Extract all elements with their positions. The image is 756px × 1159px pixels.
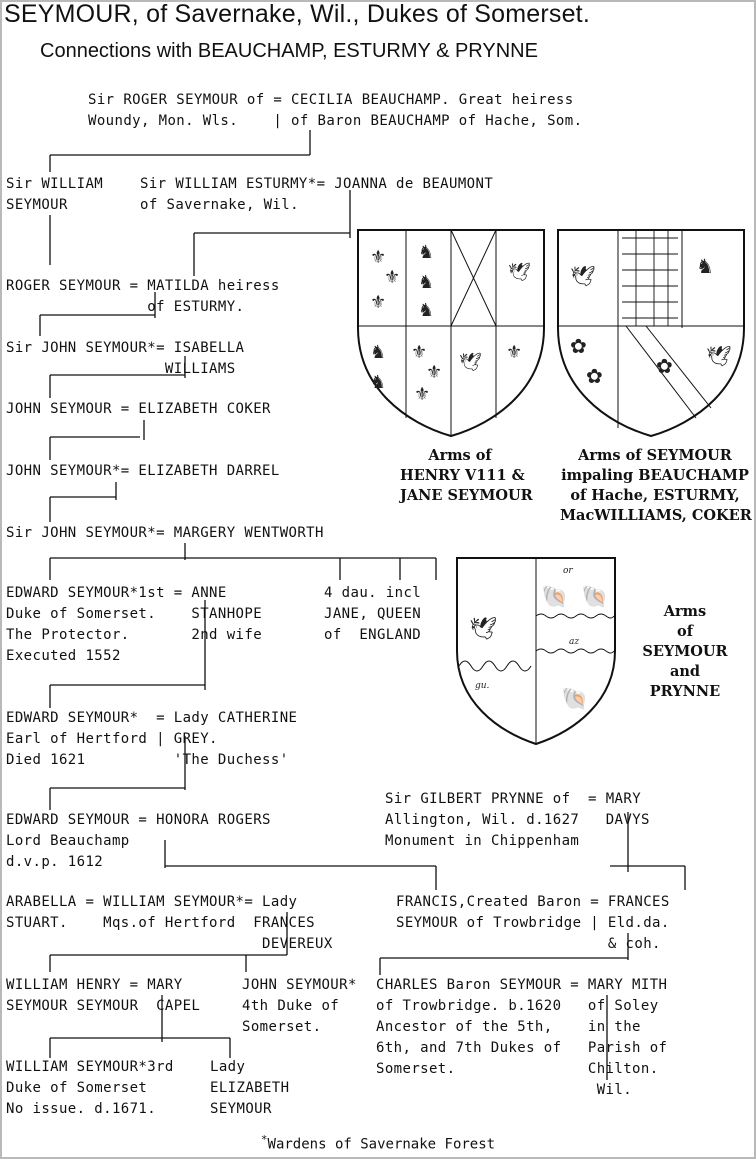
entry-lady-elizabeth: Lady ELIZABETH SEYMOUR bbox=[210, 1059, 290, 1117]
svg-text:♞: ♞ bbox=[418, 242, 435, 263]
svg-text:🕊: 🕊 bbox=[508, 262, 531, 283]
svg-text:⚜: ⚜ bbox=[384, 267, 401, 288]
svg-text:⚜: ⚜ bbox=[411, 342, 428, 363]
entry-charles-mary-mith: CHARLES Baron SEYMOUR = MARY MITH of Trowbridge. b.1620 of Soley Ancestor of the 5th, in the 6th, and 7th Dukes of Parish of Somerset. Chilton. Wil. bbox=[376, 977, 668, 1098]
svg-text:⚜: ⚜ bbox=[370, 247, 387, 268]
heraldry-mark-or: or bbox=[563, 566, 573, 576]
page-subtitle: Connections with BEAUCHAMP, ESTURMY & PRYNNE bbox=[40, 40, 538, 62]
svg-text:🐚: 🐚 bbox=[561, 687, 589, 712]
footnote-asterisk: * bbox=[260, 1133, 268, 1146]
svg-text:♞: ♞ bbox=[418, 300, 435, 321]
entry-william-henry-mary: WILLIAM HENRY = MARY SEYMOUR SEYMOUR CAPEL bbox=[6, 977, 201, 1014]
heraldry-mark-gu: gu. bbox=[475, 681, 490, 691]
svg-text:🐚: 🐚 bbox=[541, 585, 569, 610]
svg-text:✿: ✿ bbox=[586, 364, 603, 388]
svg-text:♞: ♞ bbox=[696, 254, 714, 278]
arms-seymour-beauchamp-shield bbox=[556, 228, 746, 438]
svg-text:♞: ♞ bbox=[370, 342, 387, 363]
entry-william-seymour: Sir WILLIAM SEYMOUR bbox=[6, 176, 104, 213]
svg-text:🕊: 🕊 bbox=[469, 617, 497, 642]
entry-four-daughters: 4 dau. incl JANE, QUEEN of ENGLAND bbox=[324, 585, 422, 643]
arms-seymour-prynne-shield bbox=[455, 556, 617, 746]
arms-seymour-beauchamp-caption: Arms of SEYMOUR impaling BEAUCHAMP of Hache, ESTURMY, MacWILLIAMS, COKER bbox=[560, 447, 752, 524]
entry-francis-frances: FRANCIS,Created Baron = FRANCES SEYMOUR of Trowbridge | Eld.da. & coh. bbox=[396, 894, 670, 952]
svg-text:🕊: 🕊 bbox=[459, 352, 482, 373]
entry-john-seymour-elizabeth-coker: JOHN SEYMOUR = ELIZABETH COKER bbox=[6, 401, 271, 417]
svg-text:⚜: ⚜ bbox=[506, 342, 523, 363]
entry-edward-seymour-protector: EDWARD SEYMOUR*1st = ANNE Duke of Somerset. STANHOPE The Protector. 2nd wife Executed 1552 bbox=[6, 585, 263, 664]
entry-roger-seymour-matilda: ROGER SEYMOUR = MATILDA heiress of ESTURMY. bbox=[6, 278, 280, 315]
entry-william-seymour-3rd-duke: WILLIAM SEYMOUR*3rd Duke of Somerset No issue. d.1671. bbox=[6, 1059, 174, 1117]
footnote-text: Wardens of Savernake Forest bbox=[267, 1136, 496, 1153]
svg-text:⚜: ⚜ bbox=[426, 362, 443, 383]
svg-text:♞: ♞ bbox=[418, 272, 435, 293]
entry-roger-seymour-cecilia-beauchamp: Sir ROGER SEYMOUR of = CECILIA BEAUCHAMP. Great heiress Woundy, Mon. Wls. | of Baron BEAUCHAMP of Hache, Som. bbox=[88, 92, 583, 129]
svg-text:✿: ✿ bbox=[656, 354, 673, 378]
entry-john-seymour-4th-duke: JOHN SEYMOUR* 4th Duke of Somerset. bbox=[242, 977, 357, 1035]
entry-john-seymour-isabella: Sir JOHN SEYMOUR*= ISABELLA WILLIAMS bbox=[6, 340, 245, 377]
svg-text:🕊: 🕊 bbox=[570, 264, 596, 288]
entry-gilbert-prynne: Sir GILBERT PRYNNE of = MARY Allington, Wil. d.1627 DAVYS Monument in Chippenham bbox=[385, 791, 650, 849]
svg-text:♞: ♞ bbox=[370, 372, 387, 393]
entry-edward-seymour-hertford: EDWARD SEYMOUR* = Lady CATHERINE Earl of Hertford | GREY. Died 1621 'The Duchess' bbox=[6, 710, 298, 768]
entry-john-seymour-margery-wentworth: Sir JOHN SEYMOUR*= MARGERY WENTWORTH bbox=[6, 525, 324, 541]
svg-text:⚜: ⚜ bbox=[414, 384, 431, 405]
svg-text:🐚: 🐚 bbox=[581, 585, 609, 610]
svg-text:⚜: ⚜ bbox=[370, 292, 387, 313]
arms-seymour-prynne-caption: Arms of SEYMOUR and PRYNNE bbox=[642, 603, 728, 700]
entry-arabella-william-frances: ARABELLA = WILLIAM SEYMOUR*= Lady STUART. Mqs.of Hertford FRANCES DEVEREUX bbox=[6, 894, 333, 952]
page-title: SEYMOUR, of Savernake, Wil., Dukes of Somerset. bbox=[4, 0, 590, 28]
arms-henry-jane-caption: Arms of HENRY V111 & JANE SEYMOUR bbox=[400, 447, 533, 504]
svg-text:🕊: 🕊 bbox=[706, 344, 732, 368]
heraldry-mark-az: az bbox=[569, 637, 580, 647]
entry-john-seymour-elizabeth-darrel: JOHN SEYMOUR*= ELIZABETH DARREL bbox=[6, 463, 280, 479]
svg-text:✿: ✿ bbox=[570, 334, 587, 358]
entry-edward-seymour-beauchamp: EDWARD SEYMOUR = HONORA ROGERS Lord Beauchamp d.v.p. 1612 bbox=[6, 812, 271, 870]
arms-henry-jane-shield bbox=[356, 228, 546, 438]
footnote bbox=[0, 1133, 756, 1153]
entry-william-esturmy: Sir WILLIAM ESTURMY*= JOANNA de BEAUMONT of Savernake, Wil. bbox=[140, 176, 494, 213]
